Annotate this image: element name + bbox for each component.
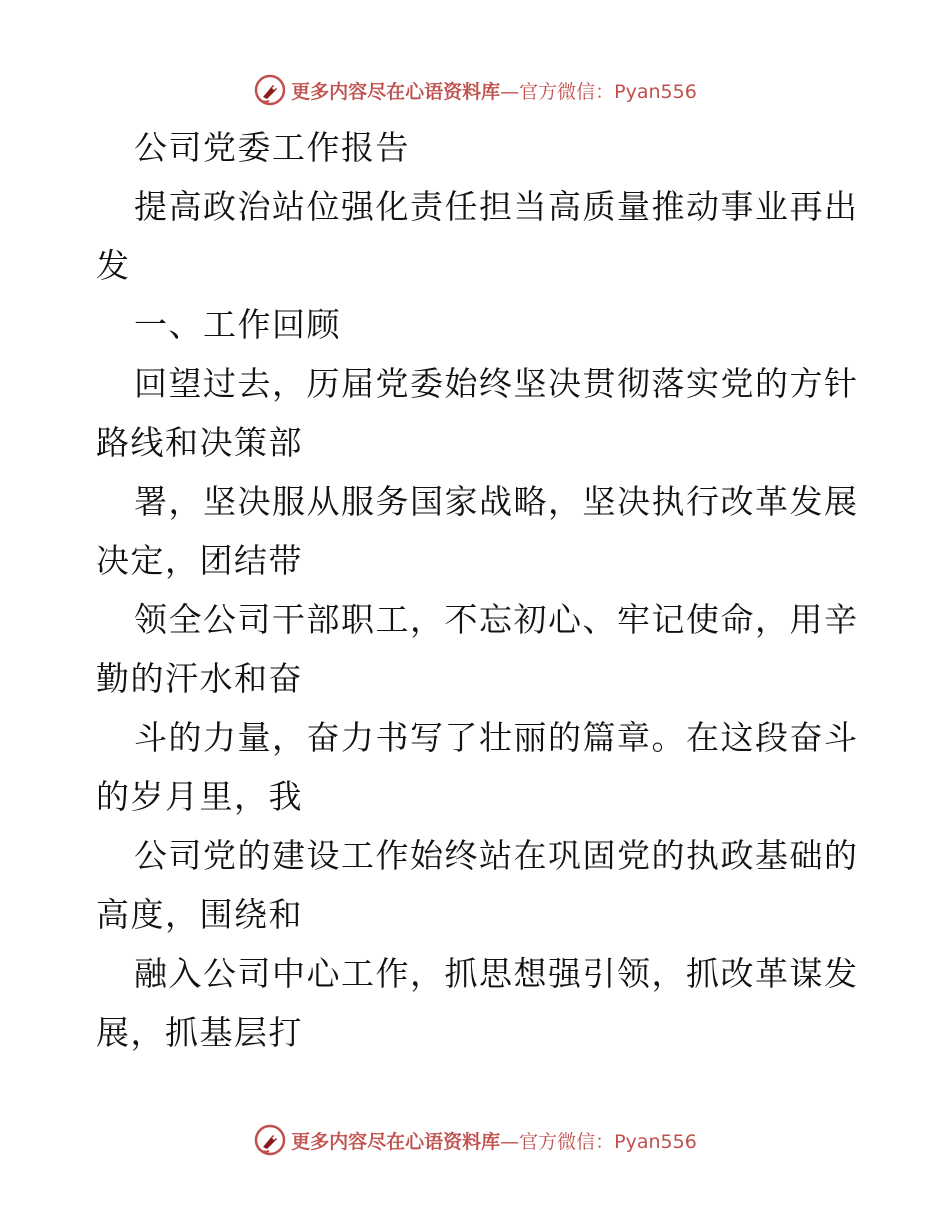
header-banner xyxy=(0,70,950,110)
document-line: 斗的力量，奋力书写了壮丽的篇章。在这段奋斗 xyxy=(134,718,859,757)
banner-site-text: 更多内容尽在心语资料库 xyxy=(291,1130,501,1153)
document-line: 领全公司干部职工，不忘初心、牢记使命，用辛 xyxy=(134,600,859,639)
document-line: 高度，围绕和 xyxy=(96,895,303,934)
banner-separator: — xyxy=(500,80,520,103)
banner-wechat-text: 官方微信：Pyan556 xyxy=(519,1130,697,1153)
document-line: 展，抓基层打 xyxy=(96,1013,303,1052)
document-line: 回望过去，历届党委始终坚决贯彻落实党的方针 xyxy=(134,364,859,403)
document-line: 的岁月里，我 xyxy=(96,777,303,816)
banner-text xyxy=(291,1127,697,1154)
document-line: 融入公司中心工作，抓思想强引领，抓改革谋发 xyxy=(134,954,859,993)
banner-separator: — xyxy=(500,1130,520,1153)
banner-wechat-text: 官方微信：Pyan556 xyxy=(519,80,697,103)
pen-nib-logo-icon xyxy=(253,73,287,107)
document-line: 决定，团结带 xyxy=(96,541,303,580)
document-line: 路线和决策部 xyxy=(96,423,303,462)
document-title: 公司党委工作报告 xyxy=(134,128,410,167)
document-line: 公司党的建设工作始终站在巩固党的执政基础的 xyxy=(134,836,859,875)
document-line: 提高政治站位强化责任担当高质量推动事业再出 xyxy=(134,187,859,226)
banner-text xyxy=(291,77,697,104)
document-line: 署，坚决服从服务国家战略，坚决执行改革发展 xyxy=(134,482,859,521)
document-line: 一、工作回顾 xyxy=(134,305,341,344)
footer-banner xyxy=(0,1120,950,1160)
document-line: 发 xyxy=(96,246,131,285)
document-body xyxy=(96,118,859,1062)
banner-site-text: 更多内容尽在心语资料库 xyxy=(291,80,501,103)
document-line: 勤的汗水和奋 xyxy=(96,659,303,698)
pen-nib-logo-icon xyxy=(253,1123,287,1157)
